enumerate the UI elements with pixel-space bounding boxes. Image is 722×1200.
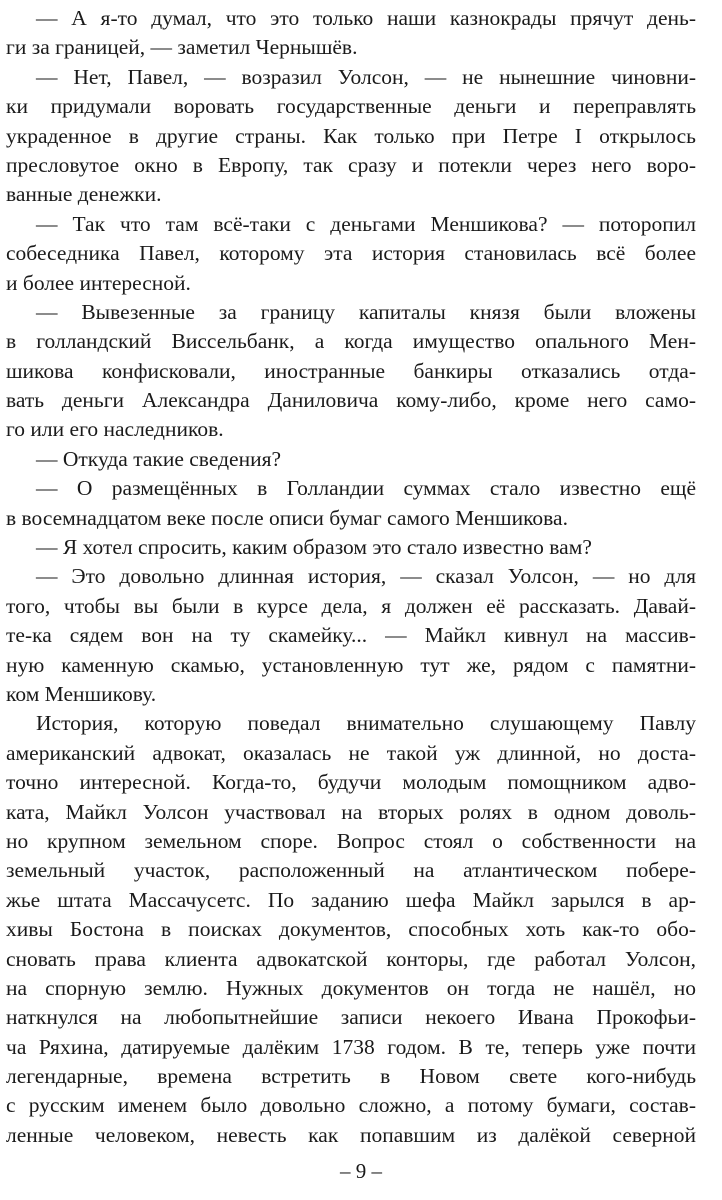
page-number: – 9 – (340, 1159, 382, 1183)
text-line: ную каменную скамью, установленную тут же, рядом с памятни- (6, 652, 696, 677)
text-line: сновать права клиента адвокатской конторы, где работал Уолсон, (6, 946, 696, 971)
text-line: собеседника Павел, которому эта история становилась всё более (6, 241, 696, 266)
text-line: История, которую поведал внимательно слушающему Павлу (36, 711, 696, 736)
text-line: ки придумали воровать государственные деньги и переправлять (6, 94, 696, 119)
text-line: жье штата Массачусетс. По заданию шефа Майкл зарылся в ар- (6, 887, 696, 912)
text-line: ванные денежки. (6, 182, 162, 207)
text-line: украденное в другие страны. Как только при Петре I открылось (6, 123, 696, 148)
text-line: в голландский Виссельбанк, а когда имущество опального Мен- (6, 329, 696, 354)
text-line: го или его наследников. (6, 417, 224, 442)
text-line: и более интересной. (6, 270, 191, 295)
text-line: — А я-то думал, что это только наши казнокрады прячут день- (36, 6, 696, 30)
text-line: точно интересной. Когда-то, будучи молодым помощником адво- (6, 770, 696, 795)
page-body (6, 4, 696, 1150)
text-line: те-ка сядем вон на ту скамейку... — Майкл кивнул на массив- (6, 623, 696, 648)
text-line: — Вывезенные за границу капиталы князя были вложены (36, 299, 696, 324)
text-line: наткнулся на любопытнейшие записи некоего Ивана Прокофьи- (6, 1005, 696, 1030)
text-line: вать деньги Александра Даниловича кому-либо, кроме него само- (6, 388, 696, 413)
text-line: ком Меншикову. (6, 681, 157, 706)
text-line: — Это довольно длинная история, — сказал Уолсон, — но для (36, 564, 696, 589)
text-line: но крупном земельном споре. Вопрос стоял о собственности на (6, 828, 696, 853)
text-line: ката, Майкл Уолсон участвовал на вторых ролях в одном доволь- (6, 799, 696, 824)
text-line: ги за границей, — заметил Чернышёв. (6, 35, 358, 60)
text-line: американский адвокат, оказалась не такой уж длинной, но доста- (6, 740, 696, 765)
text-line: — О размещённых в Голландии суммах стало известно ещё (36, 476, 696, 501)
text-line: шикова конфисковали, иностранные банкиры отказались отда- (6, 358, 696, 383)
text-line: — Откуда такие сведения? (36, 446, 282, 471)
text-line: ча Ряхина, датируемые далёким 1738 годом. В те, теперь уже почти (6, 1034, 696, 1059)
text-line: легендарные, времена встретить в Новом свете кого-нибудь (6, 1064, 696, 1089)
text-line: ленные человеком, невесть как попавшим из далёкой северной (6, 1122, 696, 1147)
text-line: земельный участок, расположенный на атлантическом побере- (6, 858, 696, 883)
text-line: хивы Бостона в поисках документов, способных хоть как-то обо- (6, 917, 696, 942)
text-line: — Я хотел спросить, каким образом это стало известно вам? (36, 535, 592, 560)
text-line: того, чтобы вы были в курсе дела, я должен её рассказать. Давай- (6, 593, 696, 618)
text-line: пресловутое окно в Европу, так сразу и потекли через него воро- (6, 152, 696, 177)
text-line: с русским именем было довольно сложно, а потому бумаги, состав- (6, 1093, 696, 1118)
text-line: на спорную землю. Нужных документов он тогда не нашёл, но (6, 975, 696, 1000)
text-line: в восемнадцатом веке после описи бумаг самого Меншикова. (6, 505, 568, 530)
text-line: — Нет, Павел, — возразил Уолсон, — не нынешние чиновни- (36, 64, 696, 89)
text-line: — Так что там всё-таки с деньгами Меншикова? — поторопил (36, 211, 696, 236)
